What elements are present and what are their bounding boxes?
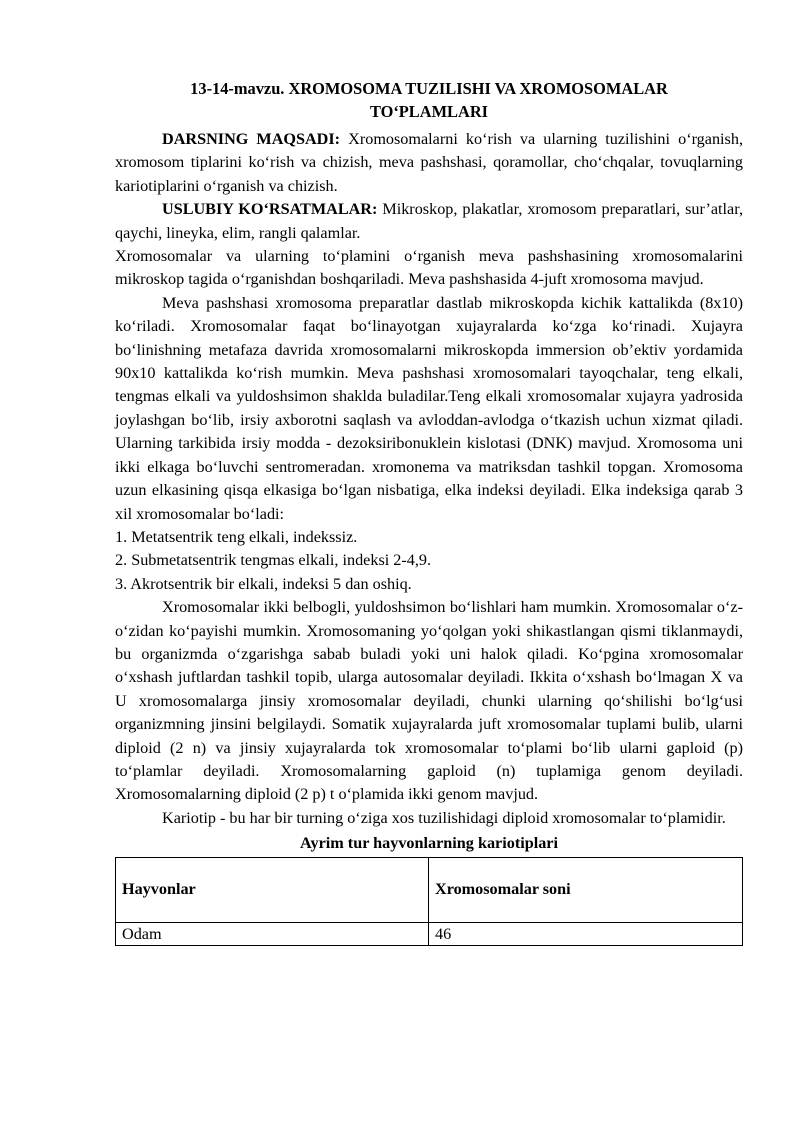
table-caption: Ayrim tur hayvonlarning kariotiplari xyxy=(300,834,558,853)
body-paragraph-1: Xromosomalar va ularning to‘plamini o‘rganish meva pashshasining xromosomalarini mikroskop tagida o‘rganishdan boshqariladi. Meva pashshasida 4-juft xromosoma mavjud. xyxy=(115,247,743,289)
index-list xyxy=(115,526,743,596)
method-label: USLUBIY KO‘RSATMALAR: xyxy=(162,200,378,219)
list-item: 2. Submetatsentrik tengmas elkali, indeksi 2-4,9. xyxy=(115,551,432,570)
purpose-paragraph xyxy=(115,128,743,198)
purpose-label: DARSNING MAQSADI: xyxy=(162,130,341,148)
body-paragraph-3: Xromosomalar ikki belbogli, yuldoshsimon bo‘lishlari ham mumkin. Xromosomalar o‘z-o‘zidan ko‘payishi mumkin. Xromosomaning yo‘qolgan yoki shikastlangan qismi tiklanmaydi, bu organizmda o‘zgarishga sabab buladi yoki uni halok qiladi. Ko‘pgina xromosomalar o‘xshash juftlardan tashkil topib, ularga autosomalar deyiladi. Ikkita o‘xshash bo‘lmagan X va U xromosomalarga jinsiy xromosomalar deyiladi, chunki ularning qo‘shilishi bo‘lg‘usi organizmning jinsini belgilaydi. Somatik xujayralarda juft xromosomalar tuplami bulib, ularni diploid (2 n) va jinsiy xujayralarda tok xromosomalar to‘plami bo‘lib ularni gaploid (p) to‘plamlar deyiladi. Xromosomalarning gaploid (n) tuplamiga genom deyiladi. Xromosomalarning diploid (2 p) t o‘plamida ikki genom mavjud. xyxy=(115,598,743,804)
body-paragraph-2: Meva pashshasi xromosoma preparatlar dastlab mikroskopda kichik kattalikda (8x10) ko‘riladi. Xromosomalar faqat bo‘linayotgan xujayralarda ko‘zga ko‘rinadi. Xujayra bo‘linishning metafaza davrida xromosomalarni mikroskopda immersion ob’ektiv yordamida 90x10 kattalikda ko‘rish mumkin. Meva pashshasi xromosomalari tayoqchalar, teng elkali, tengmas elkali va yuldoshsimon shaklda buladilar.Teng elkali xromosomalar xujayra yadrosida joylashgan bo‘lib, irsiy axborotni saqlash va avloddan-avlodga o‘tkazish uchun xizmat qiladi. Ularning tarkibida irsiy modda - dezoksiribonuklein kislotasi (DNK) mavjud. Xromosoma uni ikki elkaga bo‘luvchi sentromeradan. xromonema va matriksdan tashkil topgan. Xromosoma uzun elkasining qisqa elkasiga bo‘lgan nisbatiga, elka indeksi deyiladi. Elka indeksiga qarab 3 xil xromosomalar bo‘ladi: xyxy=(115,293,743,523)
table-row xyxy=(116,922,743,945)
table-cell-animal: Odam xyxy=(116,922,429,945)
list-item: 3. Akrotsentrik bir elkali, indeksi 5 dan oshiq. xyxy=(115,574,412,593)
list-item: 1. Metatsentrik teng elkali, indekssiz. xyxy=(115,527,358,546)
method-paragraph xyxy=(115,198,743,245)
table-header-row xyxy=(116,857,743,922)
table-header-chromosome-count: Xromosomalar soni xyxy=(429,857,743,922)
karyotype-table xyxy=(115,857,743,946)
page-title: 13-14-mavzu. XROMOSOMA TUZILISHI VA XROMOSOMALAR TO‘PLAMLARI xyxy=(190,79,668,121)
purpose-text: Xromosomalarni ko‘rish va ularning tuzilishini o‘rganish, xromosom tiplarini ko‘rish va chizish, meva pashshasi, qoramollar, cho‘chqalar, tovuqlarning kariotiplarini o‘rganish va chizish. xyxy=(115,130,743,195)
table-header-animals: Hayvonlar xyxy=(116,857,429,922)
body-paragraph-4: Kariotip - bu har bir turning o‘ziga xos tuzilishidagi diploid xromosomalar to‘plamidir. xyxy=(162,808,726,827)
table-cell-count: 46 xyxy=(429,922,743,945)
method-text: Mikroskop, plakatlar, xromosom preparatlari, sur’atlar, qaychi, lineyka, elim, rangli qalamlar. xyxy=(115,200,743,242)
document-content xyxy=(115,77,743,946)
